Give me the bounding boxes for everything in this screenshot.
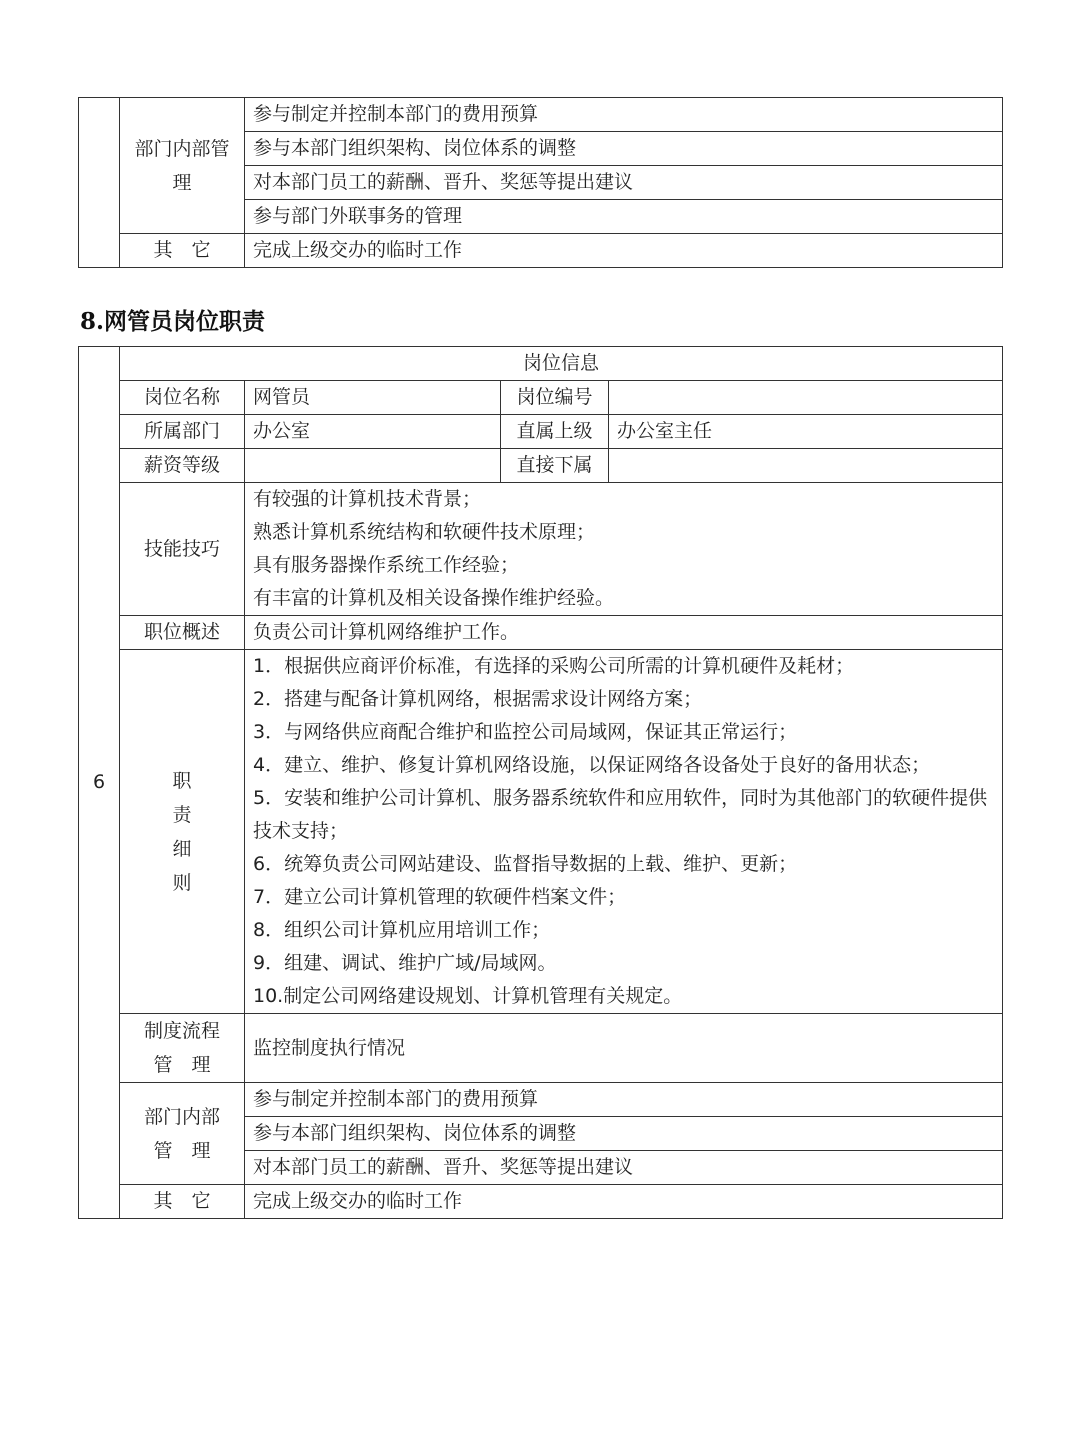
dept-mgmt-label: 部门内部管 理	[120, 98, 245, 234]
dept-mgmt-item: 参与本部门组织架构、岗位体系的调整	[245, 1117, 1003, 1151]
duty-item: 4．建立、维护、修复计算机网络设施，以保证网络各设备处于良好的备用状态；	[253, 754, 931, 776]
dept-mgmt-item: 参与本部门组织架构、岗位体系的调整	[245, 132, 1003, 166]
duties-label-char: 则	[172, 871, 192, 894]
process-mgmt-value: 监控制度执行情况	[245, 1014, 1003, 1083]
duties-list	[245, 650, 1003, 1014]
duty-item: 1．根据供应商评价标准，有选择的采购公司所需的计算机硬件及耗材；	[253, 655, 855, 677]
duties-label-char: 责	[172, 803, 192, 826]
department-label: 所属部门	[120, 415, 245, 449]
superior-value: 办公室主任	[609, 415, 1003, 449]
dept-mgmt-label: 部门内部管 理	[120, 1083, 245, 1185]
duty-item: 7．建立公司计算机管理的软硬件档案文件；	[253, 886, 627, 908]
position-code-value	[609, 381, 1003, 415]
duty-item: 8．组织公司计算机应用培训工作；	[253, 919, 551, 941]
dept-mgmt-item: 参与部门外联事务的管理	[245, 200, 1003, 234]
job-responsibility-table	[78, 346, 1003, 1219]
dept-mgmt-item: 参与制定并控制本部门的费用预算	[245, 98, 1003, 132]
superior-label: 直属上级	[501, 415, 609, 449]
section-title: 8.网管员岗位职责	[80, 308, 266, 335]
duty-item: 2．搭建与配备计算机网络，根据需求设计网络方案；	[253, 688, 703, 710]
dept-mgmt-item: 对本部门员工的薪酬、晋升、奖惩等提出建议	[245, 1151, 1003, 1185]
duties-label-char: 职	[172, 769, 192, 792]
duties-label-char: 细	[172, 837, 192, 860]
duty-item: 5．安装和维护公司计算机、服务器系统软件和应用软件，同时为其他部门的软硬件提供技术支持；	[253, 787, 988, 842]
duty-item: 6．统筹负责公司网站建设、监督指导数据的上载、维护、更新；	[253, 853, 798, 875]
subordinate-value	[609, 449, 1003, 483]
subordinate-label: 直接下属	[501, 449, 609, 483]
process-mgmt-label: 制度流程管 理	[120, 1014, 245, 1083]
other-value: 完成上级交办的临时工作	[245, 1185, 1003, 1219]
skills-label: 技能技巧	[120, 483, 245, 616]
duties-label	[120, 650, 245, 1014]
skill-item: 有丰富的计算机及相关设备操作维护经验。	[253, 587, 615, 609]
overview-label: 职位概述	[120, 616, 245, 650]
skill-item: 有较强的计算机技术背景；	[253, 488, 482, 510]
other-value: 完成上级交办的临时工作	[245, 234, 1003, 268]
skill-item: 熟悉计算机系统结构和软硬件技术原理；	[253, 521, 596, 543]
skill-item: 具有服务器操作系统工作经验；	[253, 554, 520, 576]
row-number-cell: 6	[79, 347, 120, 1219]
position-name-value: 网管员	[245, 381, 501, 415]
salary-grade-value	[245, 449, 501, 483]
row-number-cell	[79, 98, 120, 268]
other-label: 其 它	[120, 234, 245, 268]
position-name-label: 岗位名称	[120, 381, 245, 415]
department-value: 办公室	[245, 415, 501, 449]
salary-grade-label: 薪资等级	[120, 449, 245, 483]
dept-mgmt-item: 参与制定并控制本部门的费用预算	[245, 1083, 1003, 1117]
other-label: 其 它	[120, 1185, 245, 1219]
position-code-label: 岗位编号	[501, 381, 609, 415]
duty-item: 3．与网络供应商配合维护和监控公司局域网，保证其正常运行；	[253, 721, 798, 743]
responsibility-table-continued	[78, 97, 1003, 268]
dept-mgmt-item: 对本部门员工的薪酬、晋升、奖惩等提出建议	[245, 166, 1003, 200]
table-header: 岗位信息	[120, 347, 1003, 381]
skills-list	[245, 483, 1003, 616]
duty-item: 9．组建、调试、维护广域/局域网。	[253, 952, 557, 974]
duty-item: 10.制定公司网络建设规划、计算机管理有关规定。	[253, 985, 683, 1007]
overview-value: 负责公司计算机网络维护工作。	[245, 616, 1003, 650]
